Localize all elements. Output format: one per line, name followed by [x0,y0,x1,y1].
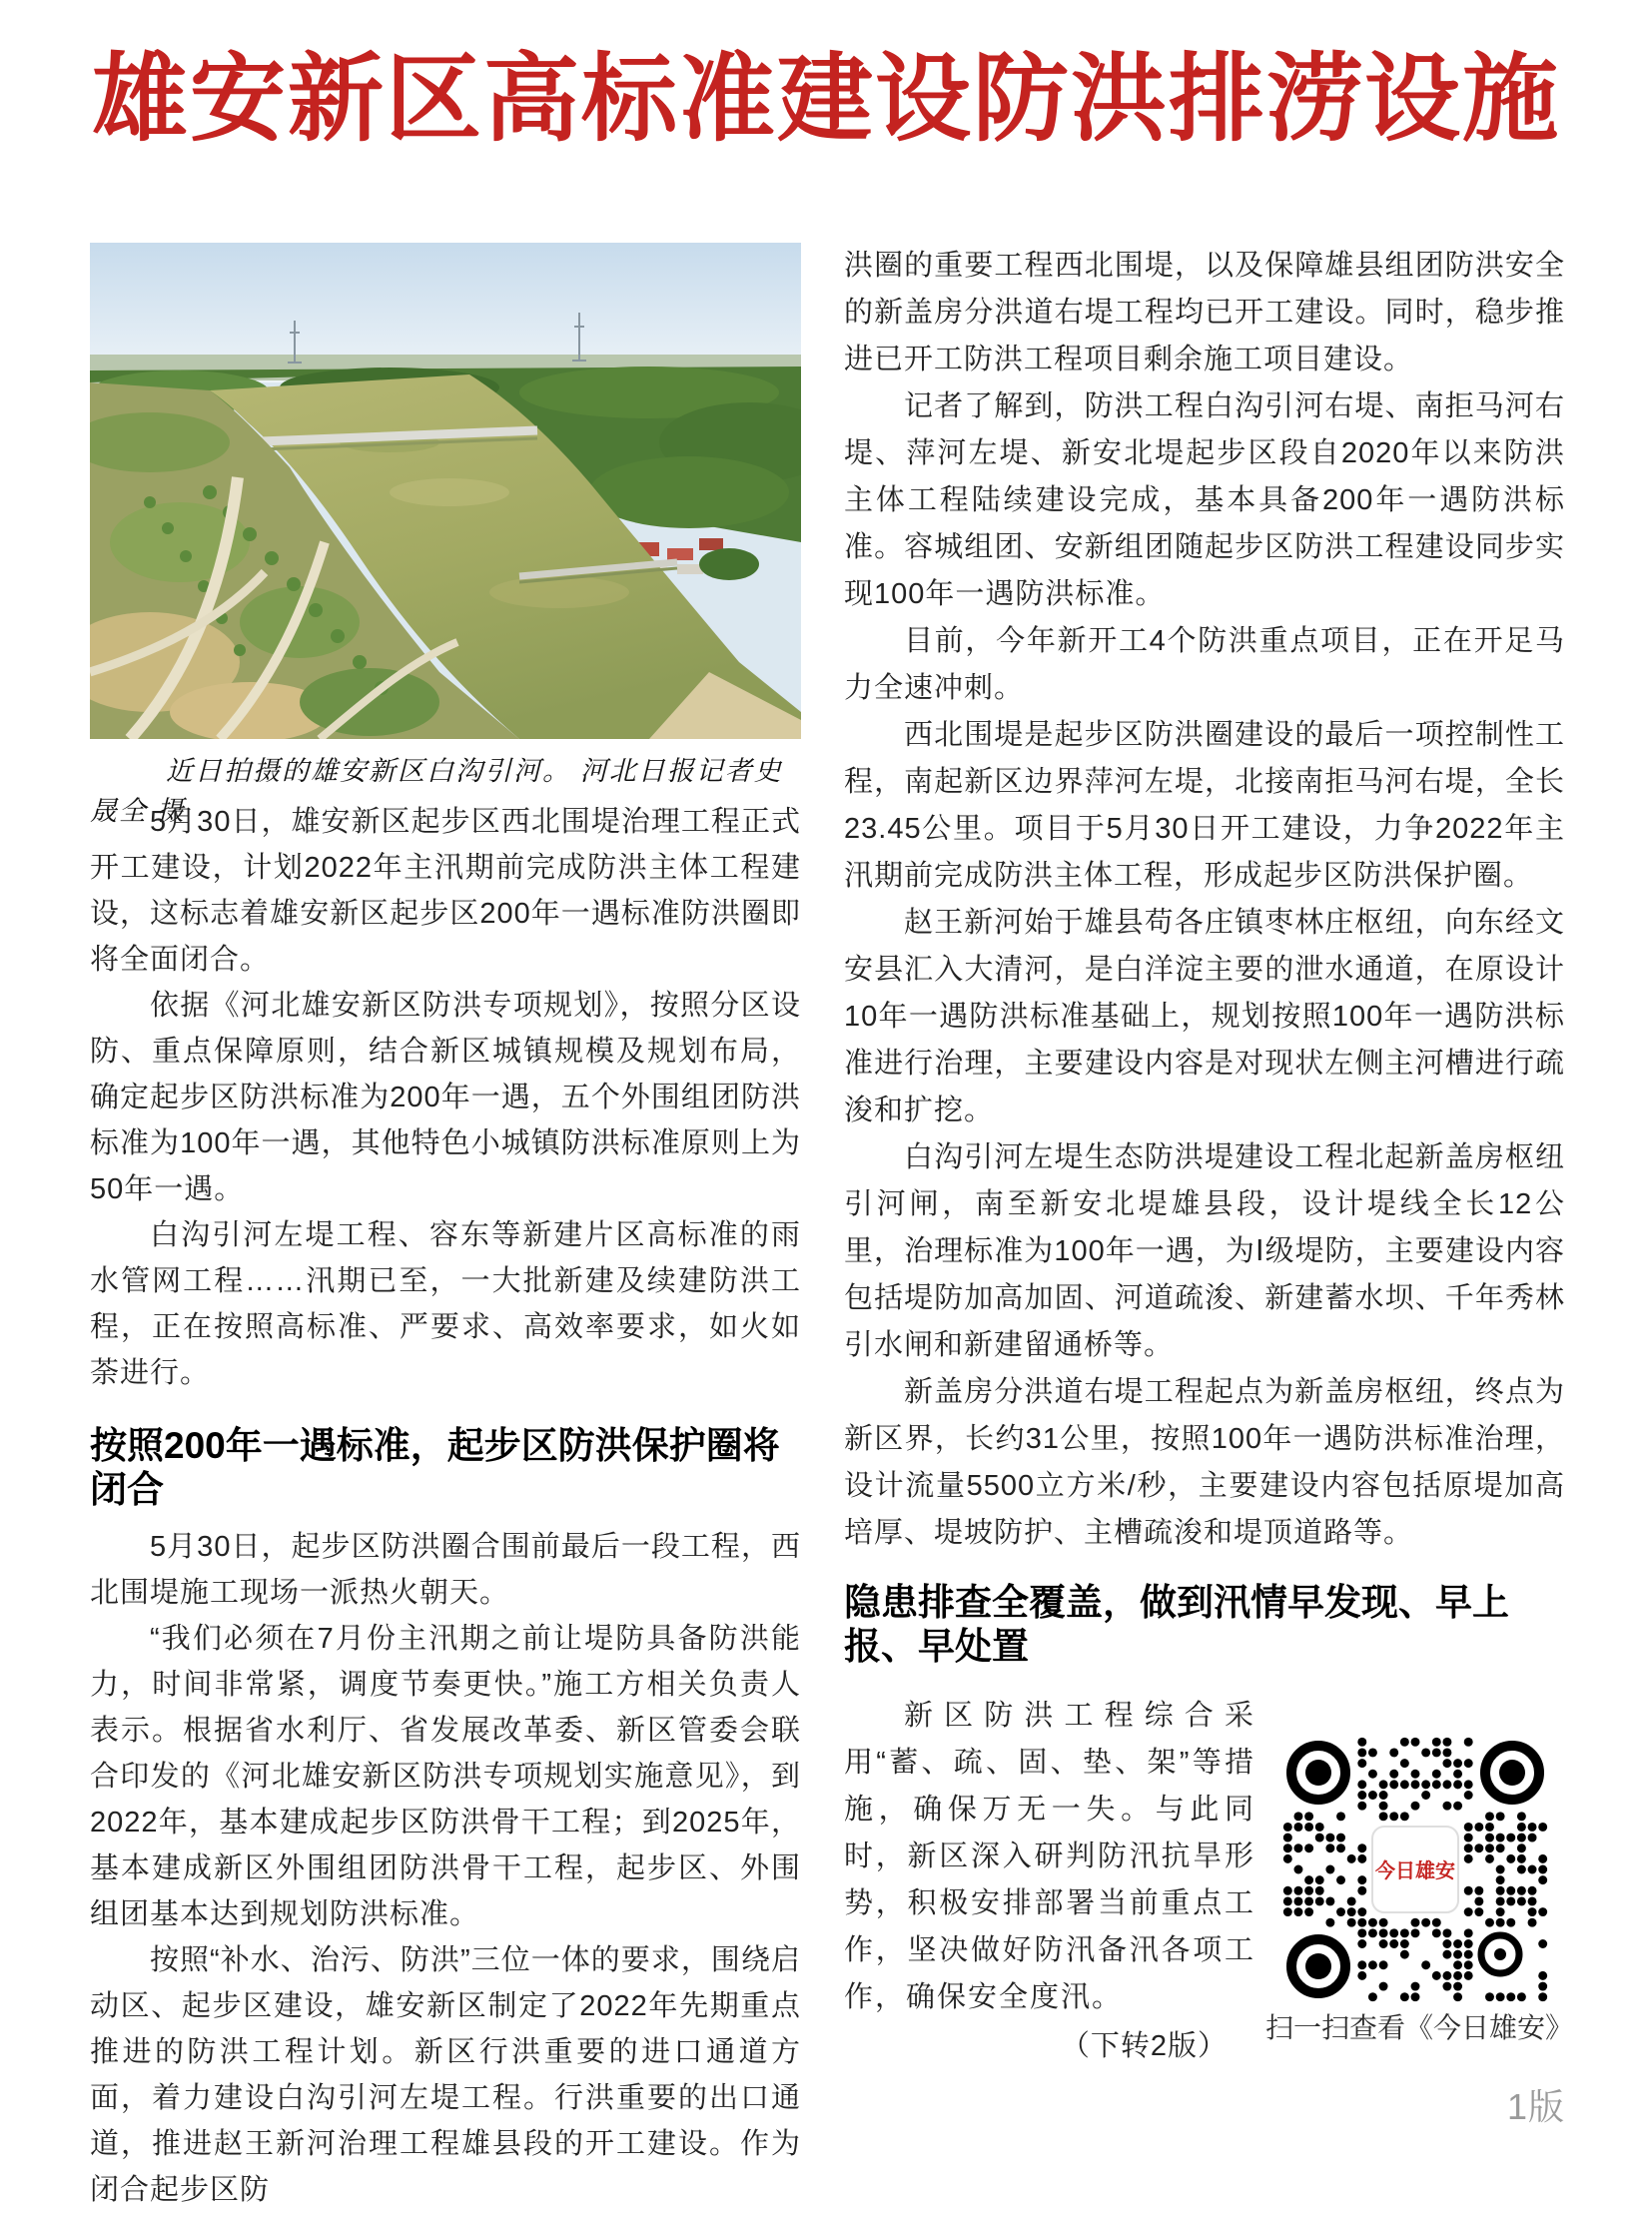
page-number: 1版 [1506,2086,1565,2127]
qr-code [1282,1737,1548,2002]
continuation-note: （下转2版） [1060,2030,1228,2062]
bottom-row [844,1693,1574,2069]
qr-caption: 扫一扫查看《今日雄安》 [1265,2012,1574,2043]
paragraph: 白沟引河左堤工程、容东等新建片区高标准的雨水管网工程……汛期已至，一大批新建及续建防洪工程，正在按照高标准、严要求、高效率要求，如火如荼进行。 [90,1219,801,1389]
paragraph: 按照“补水、治污、防洪”三位一体的要求，围绕启动区、起步区建设，雄安新区制定了2022年先期重点推进的防洪工程计划。新区行洪重要的进口通道方面，着力建设白沟引河左堤工程。行洪重要的出口通道，推进赵王新河治理工程雄县段的开工建设。作为闭合起步区防 [90,1944,801,2206]
narrow-text-block [844,1693,1255,2069]
left-column [90,799,801,2213]
river-photo-illustration [90,243,801,739]
qr-block [1265,1737,1574,2046]
paragraph: 5月30日，起步区防洪圈合围前最后一段工程，西北围堤施工现场一派热火朝天。 [90,1531,801,1609]
paragraph: “我们必须在7月份主汛期之前让堤防具备防洪能力，时间非常紧，调度节奏更快。”施工方相关负责人表示。根据省水利厅、省发展改革委、新区管委会联合印发的《河北雄安新区防洪专项规划实施意见》，到2022年，基本建成起步区防洪骨干工程；到2025年，基本建成新区外围组团防洪骨干工程，起步区、外围组团基本达到规划防洪标准。 [90,1623,801,1930]
section-subheading: 按照200年一遇标准，起步区防洪保护圈将闭合 [90,1425,780,1510]
paragraph: 新区防洪工程综合采用“蓄、疏、固、垫、架”等措施，确保万无一失。与此同时，新区深入研判防汛抗旱形势，积极安排部署当前重点工作，坚决做好防汛备汛各项工作，确保安全度汛。 [844,1700,1255,2013]
paragraph: 洪圈的重要工程西北围堤，以及保障雄县组团防洪安全的新盖房分洪道右堤工程均已开工建设。同时，稳步推进已开工防洪工程项目剩余施工项目建设。 [844,250,1565,375]
qr-center-label: 今日雄安 [1375,1860,1455,1882]
paragraph: 西北围堤是起步区防洪圈建设的最后一项控制性工程，南起新区边界萍河左堤，北接南拒马河右堤，全长23.45公里。项目于5月30日开工建设，力争2022年主汛期前完成防洪主体工程，形成起步区防洪保护圈。 [844,719,1565,892]
paragraph: 新盖房分洪道右堤工程起点为新盖房枢纽，终点为新区界，长约31公里，按照100年一遇防洪标准治理，设计流量5500立方米/秒，主要建设内容包括原堤加高培厚、堤坡防护、主槽疏浚和堤顶道路等。 [844,1376,1565,1549]
paragraph: 白沟引河左堤生态防洪堤建设工程北起新盖房枢纽引河闸，南至新安北堤雄县段，设计堤线全长12公里，治理标准为100年一遇，为Ⅰ级堤防，主要建设内容包括堤防加高加固、河道疏浚、新建蓄水坝、千年秀林引水闸和新建留通桥等。 [844,1141,1565,1361]
paragraph: 赵王新河始于雄县苟各庄镇枣林庄枢纽，向东经文安县汇入大清河，是白洋淀主要的泄水通道，在原设计10年一遇防洪标准基础上，规划按照100年一遇防洪标准进行治理，主要建设内容是对现状左侧主河槽进行疏浚和扩挖。 [844,907,1565,1126]
paragraph: 目前，今年新开工4个防洪重点项目，正在开足马力全速冲刺。 [844,625,1565,704]
headline: 雄安新区高标准建设防洪排涝设施 [92,46,1560,153]
river-photo [90,243,801,739]
paragraph: 记者了解到，防洪工程白沟引河右堤、南拒马河右堤、萍河左堤、新安北堤起步区段自2020年以来防洪主体工程陆续建设完成，基本具备200年一遇防洪标准。容城组团、安新组团随起步区防洪工程建设同步实现100年一遇防洪标准。 [844,390,1565,610]
right-column [844,243,1574,2130]
paragraph: 5月30日，雄安新区起步区西北围堤治理工程正式开工建设，计划2022年主汛期前完成防洪主体工程建设，这标志着雄安新区起步区200年一遇标准防洪圈即将全面闭合。 [90,806,801,976]
photo-caption: 近日拍摄的雄安新区白沟引河。 河北日报记者史晟全 摄 [90,756,783,826]
section-subheading: 隐患排查全覆盖，做到汛情早发现、早上报、早处置 [844,1582,1509,1667]
paragraph: 依据《河北雄安新区防洪专项规划》，按照分区设防、重点保障原则，结合新区城镇规模及规划布局，确定起步区防洪标准为200年一遇，五个外围组团防洪标准为100年一遇，其他特色小城镇防洪标准原则上为50年一遇。 [90,990,801,1205]
